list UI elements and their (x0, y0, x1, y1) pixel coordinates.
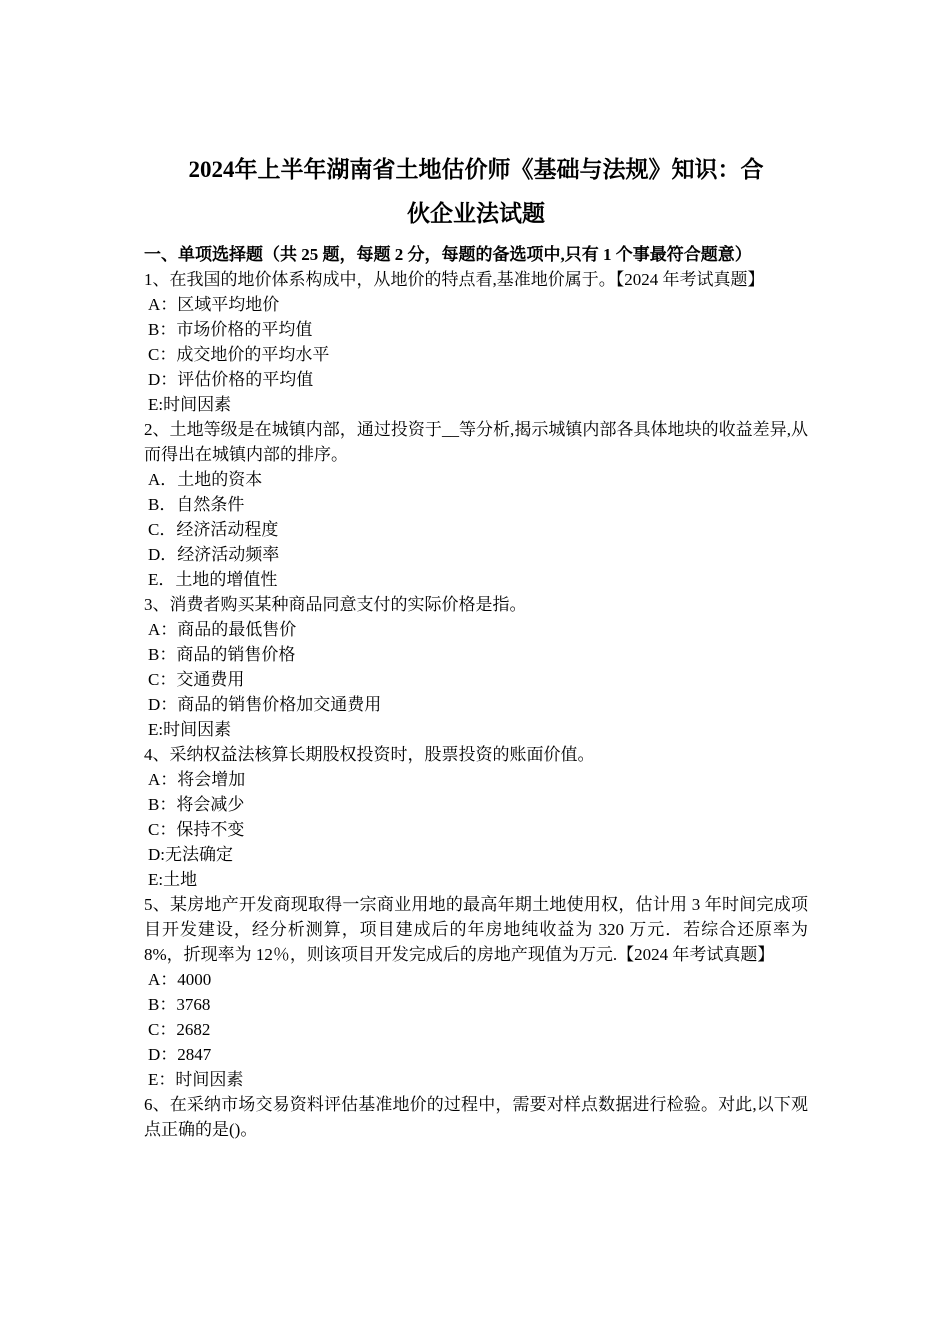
option-b: B：3768 (148, 995, 211, 1014)
question-text: 3、消费者购买某种商品同意支付的实际价格是指。 (144, 595, 527, 614)
option-e: E:时间因素 (148, 395, 232, 414)
question-text: 5、某房地产开发商现取得一宗商业用地的最高年期土地使用权，估计用 3 年时间完成项目开发建设，经分析测算，项目建成后的年房地纯收益为 320 万元．若综合还原率为 8%，折现率为 12％，则该项目开发完成后的房地产现值为万元.【2024 年考试真题】 (144, 895, 808, 964)
title-line-1: 2024年上半年湖南省土地估价师《基础与法规》知识：合 (188, 157, 764, 182)
option-e: E．土地的增值性 (148, 570, 278, 589)
option-a: A．土地的资本 (148, 470, 263, 489)
option-e: E：时间因素 (148, 1070, 244, 1089)
question-6 (144, 1092, 808, 1142)
option-a: A：商品的最低售价 (148, 620, 297, 639)
option-e: E:土地 (148, 870, 198, 889)
document-title (144, 148, 808, 236)
question-text: 4、采纳权益法核算长期股权投资时，股票投资的账面价值。 (144, 745, 595, 764)
option-d: D：商品的销售价格加交通费用 (148, 695, 382, 714)
question-4 (144, 742, 808, 892)
option-c: C：交通费用 (148, 670, 245, 689)
option-e: E:时间因素 (148, 720, 232, 739)
option-c: C：成交地价的平均水平 (148, 345, 330, 364)
question-text: 1、在我国的地价体系构成中，从地价的特点看,基准地价属于。【2024 年考试真题】 (144, 270, 765, 289)
option-d: D：2847 (148, 1045, 212, 1064)
question-5 (144, 892, 808, 1092)
option-a: A：区域平均地价 (148, 295, 280, 314)
document-page (144, 148, 808, 1142)
title-line-2: 伙企业法试题 (407, 201, 545, 226)
question-2 (144, 417, 808, 592)
option-d: D：评估价格的平均值 (148, 370, 314, 389)
option-b: B．自然条件 (148, 495, 245, 514)
question-text: 2、土地等级是在城镇内部，通过投资于__等分析,揭示城镇内部各具体地块的收益差异,从而得出在城镇内部的排序。 (144, 420, 808, 464)
option-b: B：将会减少 (148, 795, 245, 814)
option-a: A：4000 (148, 970, 212, 989)
option-c: C．经济活动程度 (148, 520, 279, 539)
question-1 (144, 267, 808, 417)
option-c: C：2682 (148, 1020, 211, 1039)
question-text: 6、在采纳市场交易资料评估基准地价的过程中，需要对样点数据进行检验。对此,以下观点正确的是()。 (144, 1095, 808, 1139)
question-3 (144, 592, 808, 742)
option-d: D:无法确定 (148, 845, 233, 864)
option-d: D．经济活动频率 (148, 545, 280, 564)
option-c: C：保持不变 (148, 820, 245, 839)
option-b: B：市场价格的平均值 (148, 320, 313, 339)
option-b: B：商品的销售价格 (148, 645, 296, 664)
section-heading: 一、单项选择题（共 25 题，每题 2 分，每题的备选项中,只有 1 个事最符合题意） (144, 245, 752, 264)
option-a: A：将会增加 (148, 770, 246, 789)
